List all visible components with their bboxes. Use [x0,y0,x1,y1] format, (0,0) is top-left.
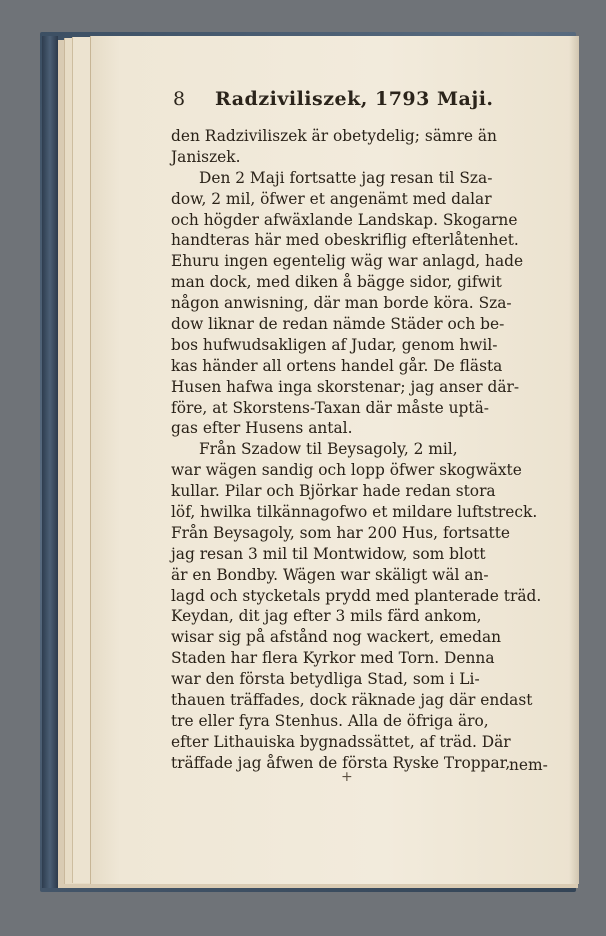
text-line: war den första betydliga Stad, som i Li- [171,670,480,689]
running-head: Radziviliszek, 1793 Maji. [215,88,494,110]
text-line: man dock, med diken å bägge sidor, gifwit [171,273,502,292]
text-line: bos hufwudsakligen af Judar, genom hwil- [171,335,498,354]
text-line: Den 2 Maji fortsatte jag resan til Sza- [199,168,493,187]
page-gutter-shadow [569,36,579,884]
book-spine-edge [42,36,58,888]
text-line: den Radziviliszek är obetydelig; sämre än [171,127,497,145]
text-line: gas efter Husens antal. [171,419,353,438]
text-line: wisar sig på afstånd nog wackert, emedan [171,628,502,647]
book-page [90,36,579,884]
text-line: Ehuru ingen egentelig wäg war anlagd, hade [171,252,524,271]
text-line: Janiszek. [171,147,241,166]
text-line: löf, hwilka tilkännagofwo et mildare luftstreck. [171,503,538,522]
text-line: före, at Skorstens-Taxan där måste uptä- [171,398,489,417]
body-text [171,126,551,774]
text-line: Från Beysagoly, som har 200 Hus, fortsatte [171,523,511,542]
text-line: dow liknar de redan nämde Städer och be- [171,315,505,334]
text-line: war wägen sandig och lopp öfwer skogwäxte [171,461,522,480]
text-line: dow, 2 mil, öfwer et angenämt med dalar [171,189,492,208]
text-line: träffade jag åfwen de första Ryske Troppar, [171,753,511,772]
text-line: Staden har flera Kyrkor med Torn. Denna [171,649,495,668]
text-line: kullar. Pilar och Björkar hade redan stora [171,482,496,501]
text-line: Keydan, dit jag efter 3 mils färd ankom, [171,607,482,626]
text-line: är en Bondby. Wägen war skäligt wäl an- [171,565,489,584]
text-line: kas händer all ortens handel går. De flästa [171,356,503,375]
page-number: 8 [173,88,186,110]
text-line: Från Szadow til Beysagoly, 2 mil, [199,440,458,459]
text-line: handteras här med obeskriflig efterlåtenhet. [171,231,519,250]
text-line: thauen träffades, dock räknade jag där endast [171,691,533,710]
catchword: nem- [509,756,548,774]
page-header [173,88,543,118]
text-line: Husen hafwa inga skorstenar; jag anser där- [171,377,520,396]
text-line: och högder afwäxlande Landskap. Skogarne [171,210,518,229]
text-line: tre eller fyra Stenhus. Alla de öfriga äro, [171,711,489,730]
text-line: efter Lithauiska bygnadssättet, af träd. Där [171,732,511,751]
text-line: någon anwisning, där man borde köra. Sza- [171,294,512,313]
text-line: lagd och stycketals prydd med planterade träd. [171,586,542,605]
signature-mark: + [341,769,353,785]
text-line: jag resan 3 mil til Montwidow, som blott [171,544,486,563]
